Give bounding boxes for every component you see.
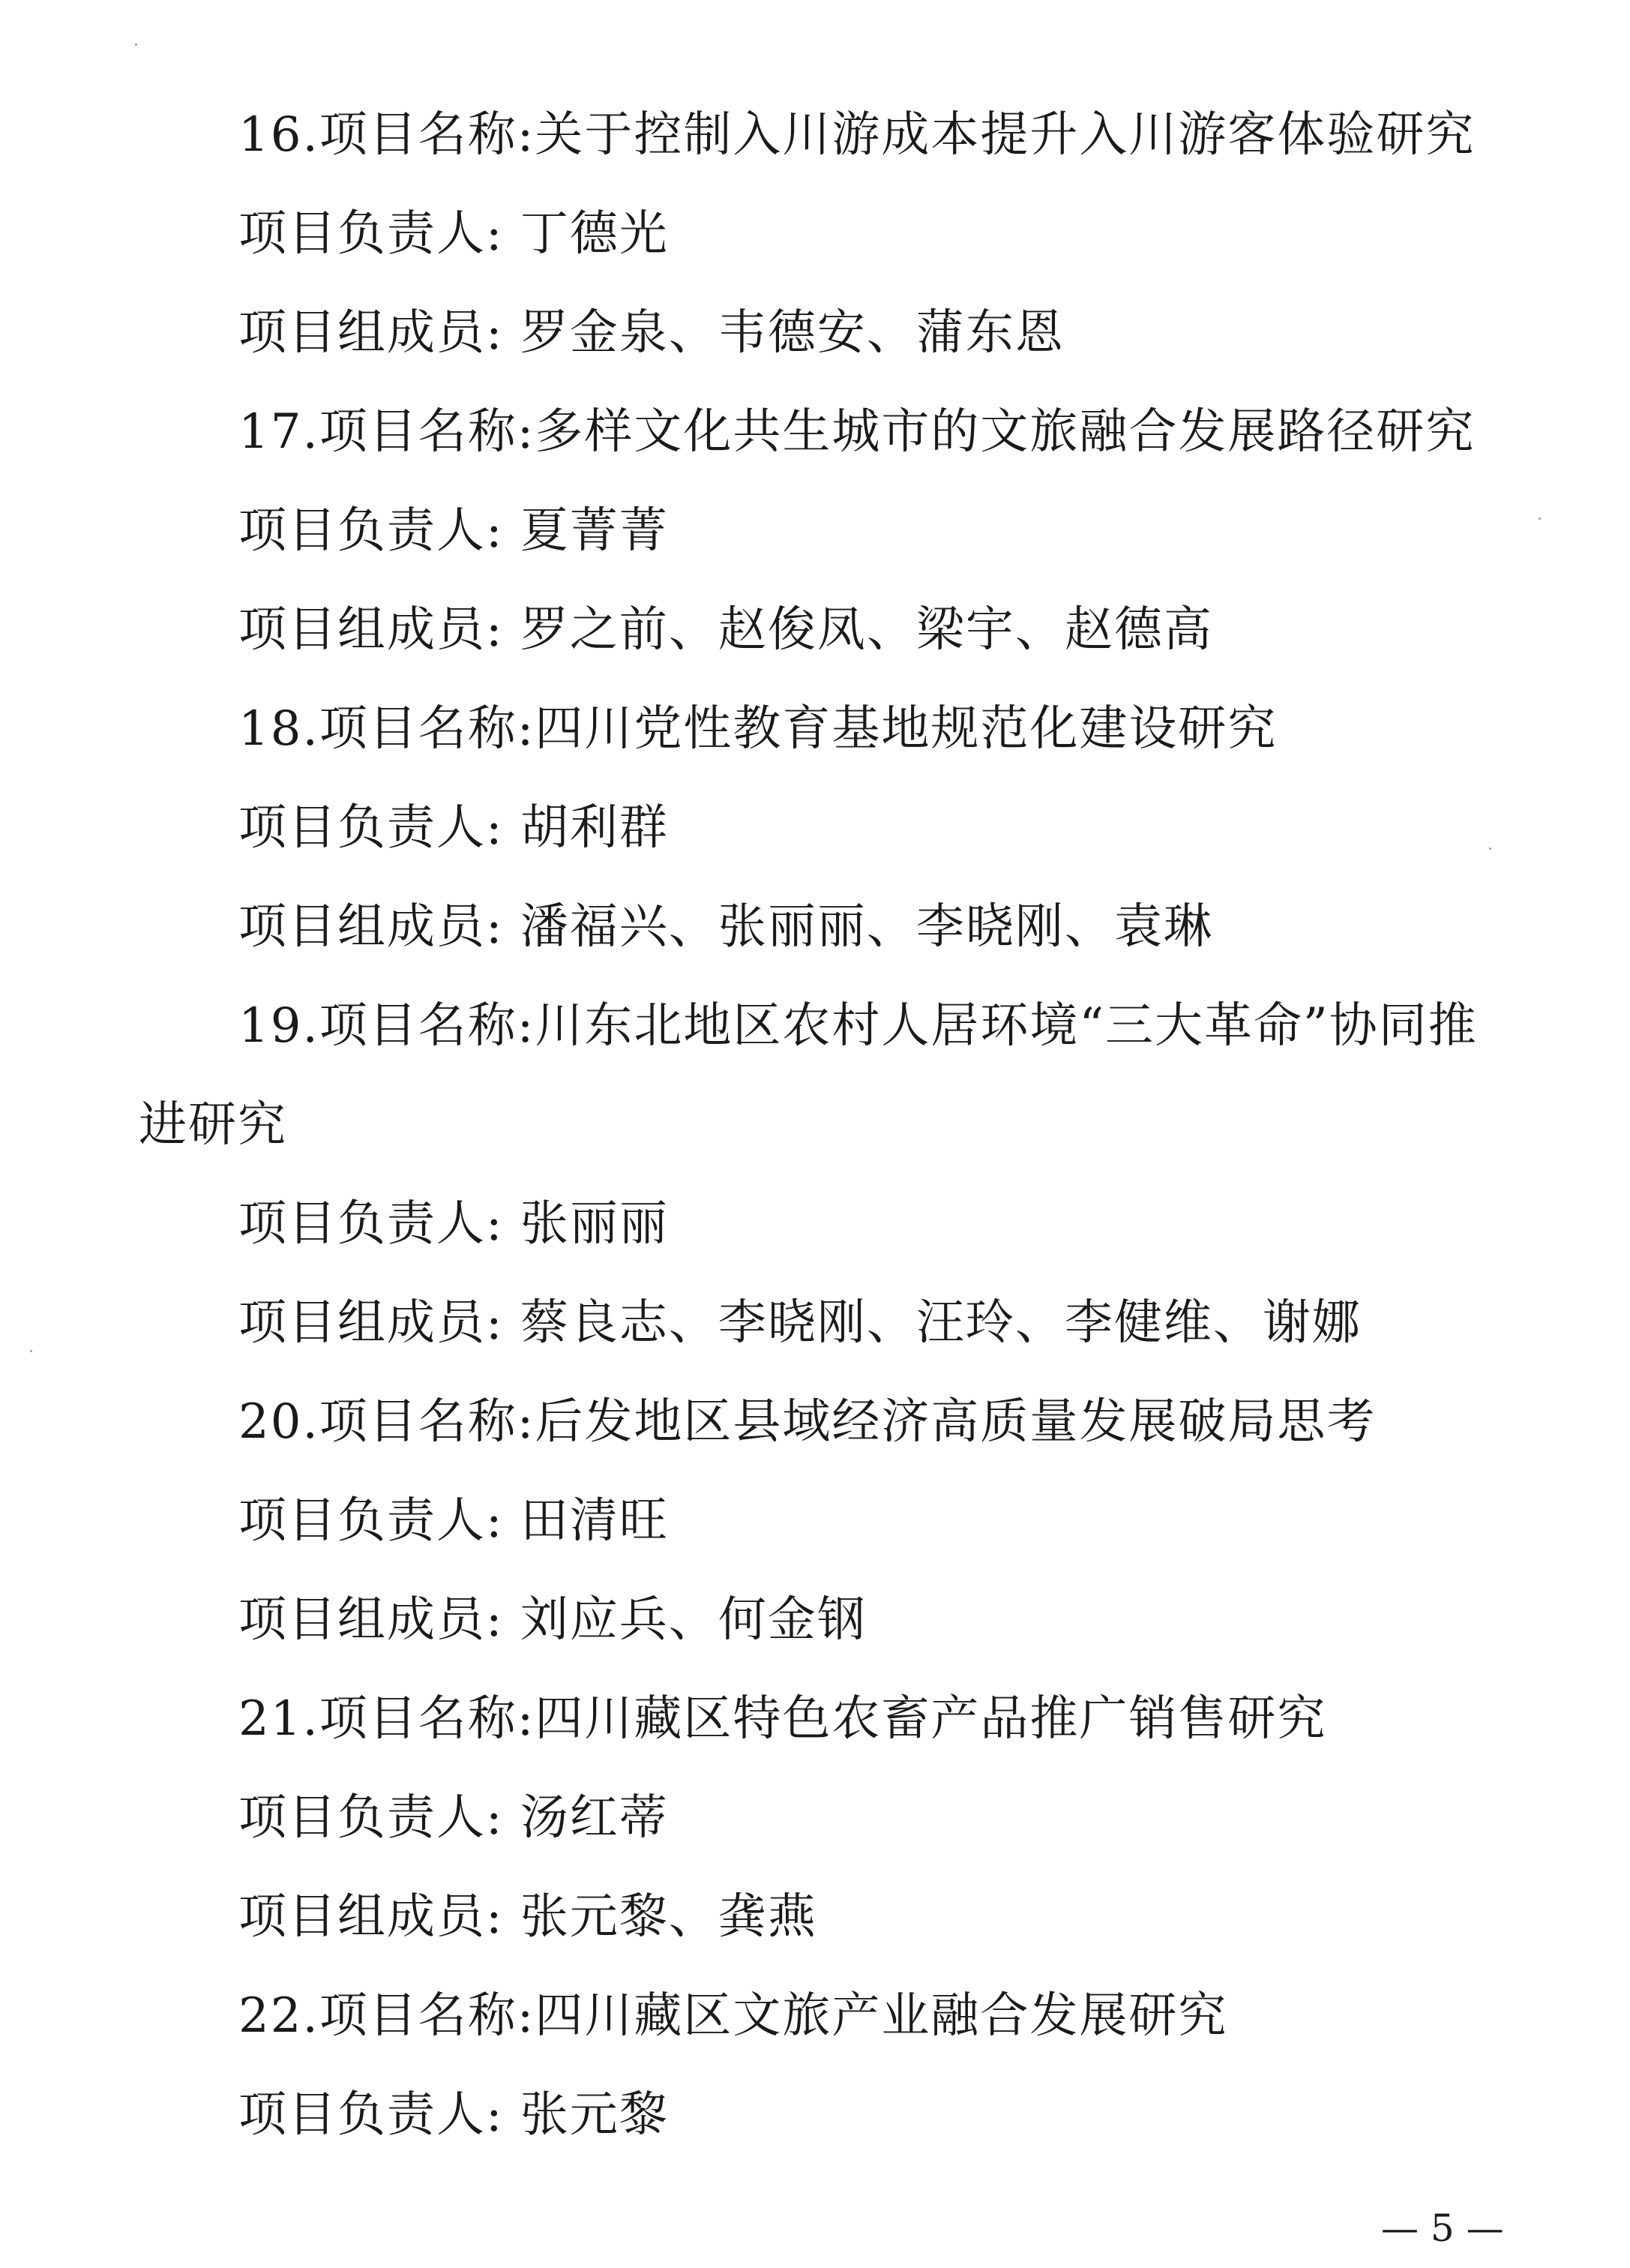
project-19-members: 项目组成员: 蔡良志、李晓刚、汪玲、李健维、谢娜 [238,1295,1362,1351]
project-18-members: 项目组成员: 潘福兴、张丽丽、李晓刚、袁琳 [238,899,1213,955]
project-22-leader: 项目负责人: 张元黎 [238,2087,669,2143]
project-18-leader: 项目负责人: 胡利群 [238,800,669,856]
project-19-title-continued: 进研究 [139,1097,287,1153]
project-16-leader: 项目负责人: 丁德光 [238,206,669,262]
scan-speck [1539,518,1541,520]
scan-speck [30,1350,32,1352]
project-17-members: 项目组成员: 罗之前、赵俊凤、梁宇、赵德高 [238,602,1213,658]
project-16-members: 项目组成员: 罗金泉、韦德安、蒲东恩 [238,305,1065,361]
project-16-title: 16.项目名称:关于控制入川游成本提升入川游客体验研究 [238,107,1476,163]
project-21-title: 21.项目名称:四川藏区特色农畜产品推广销售研究 [238,1691,1327,1747]
project-17-leader: 项目负责人: 夏菁菁 [238,503,669,559]
project-20-title: 20.项目名称:后发地区县域经济高质量发展破局思考 [238,1394,1377,1450]
project-19-title: 19.项目名称:川东北地区农村人居环境“三大革命”协同推 [238,998,1478,1054]
project-20-members: 项目组成员: 刘应兵、何金钢 [238,1592,867,1648]
project-21-members: 项目组成员: 张元黎、龚燕 [238,1889,817,1945]
project-20-leader: 项目负责人: 田清旺 [238,1493,669,1549]
project-18-title: 18.项目名称:四川党性教育基地规范化建设研究 [238,701,1278,757]
project-17-title: 17.项目名称:多样文化共生城市的文旅融合发展路径研究 [238,404,1476,460]
page-number: — 5 — [1381,2206,1504,2250]
project-22-title: 22.项目名称:四川藏区文旅产业融合发展研究 [238,1988,1228,2044]
project-19-leader: 项目负责人: 张丽丽 [238,1196,669,1252]
scan-speck [135,44,137,46]
scan-speck [1489,848,1491,850]
project-21-leader: 项目负责人: 汤红蒂 [238,1790,669,1846]
